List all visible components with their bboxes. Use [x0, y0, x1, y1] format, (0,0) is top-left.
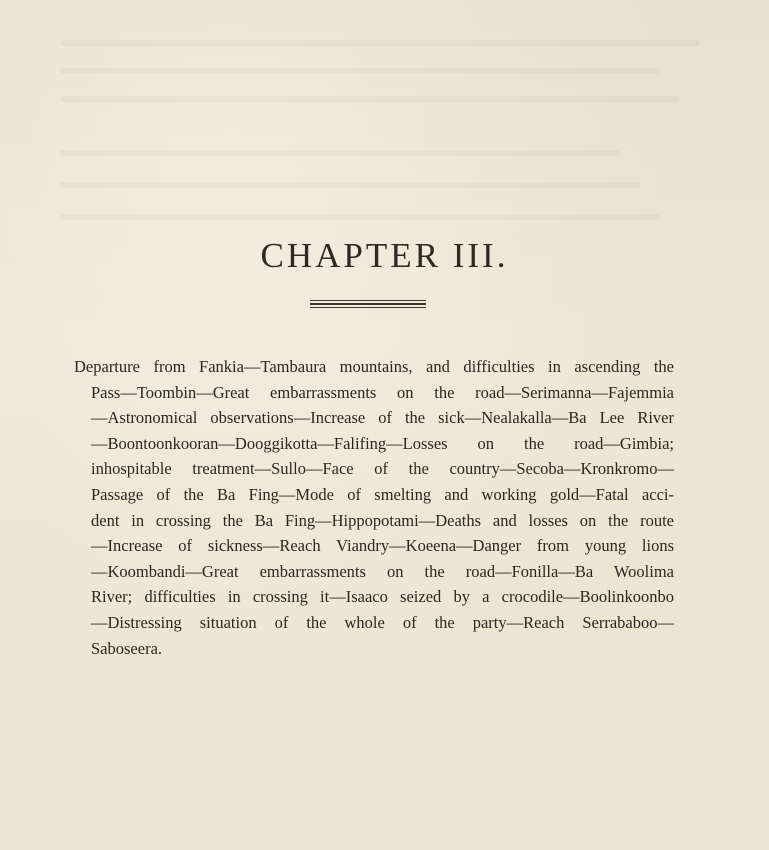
ornamental-rule-middle	[310, 303, 426, 305]
summary-line: Saboseera.	[91, 638, 163, 658]
bleed-through-line	[60, 68, 660, 74]
summary-line: Departure from Fankia—Tambaura mountains, and difficulties in ascending the	[74, 357, 674, 376]
bleed-through-line	[60, 40, 700, 46]
summary-line: —Astronomical observations—Increase of the sick—Nealakalla—Ba Lee River	[91, 408, 674, 428]
summary-line: Pass—Toombin—Great embarrassments on the road—Serimanna—Fajemmia	[91, 382, 674, 402]
summary-line: River; difficulties in crossing it—Isaaco seized by a crocodile—Boolinkoonbo	[91, 587, 674, 607]
summary-line: —Boontoonkooran—Dooggikotta—Falifing—Losses on the road—Gimbia;	[91, 433, 674, 453]
chapter-summary	[74, 354, 674, 661]
summary-line: —Increase of sickness—Reach Viandry—Koeena—Danger from young lions	[91, 536, 674, 556]
ornamental-rule-bottom	[310, 307, 426, 308]
ornamental-rule-top	[310, 300, 426, 301]
bleed-through-line	[60, 96, 680, 102]
summary-line: Passage of the Ba Fing—Mode of smelting and working gold—Fatal acci-	[91, 484, 674, 504]
summary-line: dent in crossing the Ba Fing—Hippopotami—Deaths and losses on the route	[91, 510, 674, 530]
chapter-heading: CHAPTER III.	[260, 236, 509, 275]
summary-line: —Koombandi—Great embarrassments on the road—Fonilla—Ba Woolima	[91, 561, 674, 581]
bleed-through-line	[60, 214, 660, 220]
bleed-through-line	[60, 150, 620, 156]
summary-line: inhospitable treatment—Sullo—Face of the country—Secoba—Kronkromo—	[91, 459, 674, 479]
summary-line: —Distressing situation of the whole of the party—Reach Serrababoo—	[91, 612, 674, 632]
bleed-through-line	[60, 182, 640, 188]
